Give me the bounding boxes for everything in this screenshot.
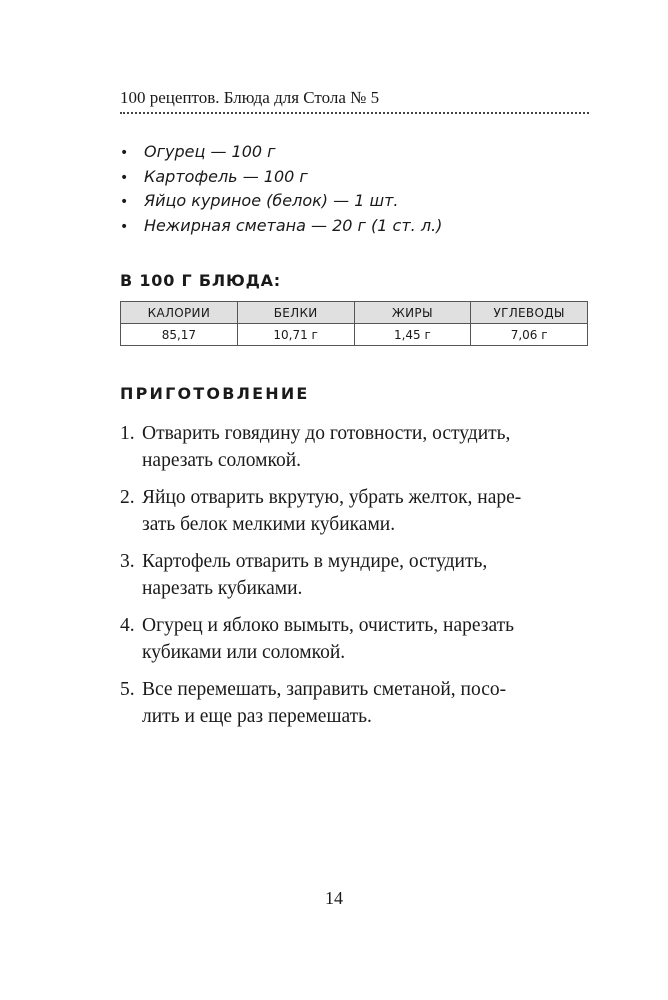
header-dotted-rule xyxy=(120,112,589,114)
running-header: 100 рецептов. Блюда для Стола № 5 xyxy=(120,88,380,107)
bullet-icon: • xyxy=(120,169,129,186)
step-line xyxy=(120,511,590,538)
step-line xyxy=(120,676,590,703)
bullet-icon: • xyxy=(120,218,129,235)
step-line xyxy=(120,484,590,511)
step-line xyxy=(120,612,590,639)
step-item xyxy=(120,676,590,730)
bullet-icon: • xyxy=(120,145,129,161)
step-line xyxy=(120,703,590,730)
nutrition-value-row xyxy=(121,324,588,346)
step-text: Огурец и яблоко вымыть, очистить, нарезать xyxy=(142,615,515,636)
step-line xyxy=(120,639,590,666)
step-text: кубиками или соломкой. xyxy=(142,642,346,663)
value-fat: 1,45 г xyxy=(354,324,471,346)
step-text: Картофель отварить в мундире, остудить, xyxy=(142,551,488,572)
preparation-title: ПРИГОТОВЛЕНИЕ xyxy=(120,384,310,403)
step-item xyxy=(120,548,590,602)
step-number: 2. xyxy=(120,487,135,508)
ingredient-item xyxy=(120,214,442,239)
step-text: Все перемешать, заправить сметаной, посо- xyxy=(142,679,507,700)
step-line xyxy=(120,575,590,602)
step-text: нарезать кубиками. xyxy=(142,578,303,599)
preparation-steps xyxy=(120,420,590,740)
nutrition-table xyxy=(120,301,588,346)
step-text: нарезать соломкой. xyxy=(142,450,302,471)
header-carbs: УГЛЕВОДЫ xyxy=(471,302,588,324)
step-number: 5. xyxy=(120,679,135,700)
ingredient-list xyxy=(120,140,442,238)
value-protein: 10,71 г xyxy=(237,324,354,346)
ingredient-text: Огурец — 100 г xyxy=(144,142,276,161)
nutrition-header-row xyxy=(121,302,588,324)
step-line xyxy=(120,548,590,575)
step-number: 4. xyxy=(120,615,135,636)
step-item xyxy=(120,420,590,474)
header-fat: ЖИРЫ xyxy=(354,302,471,324)
step-text: Яйцо отварить вкрутую, убрать желток, наре- xyxy=(142,487,522,508)
ingredient-text: Нежирная сметана — 20 г (1 ст. л.) xyxy=(144,215,443,235)
page-number: 14 xyxy=(325,888,343,908)
step-text: Отварить говядину до готовности, остудить, xyxy=(142,423,511,444)
ingredient-item xyxy=(120,140,442,165)
value-calories: 85,17 xyxy=(121,324,238,346)
header-protein: БЕЛКИ xyxy=(237,302,354,324)
ingredient-text: Яйцо куриное (белок) — 1 шт. xyxy=(144,191,399,210)
value-carbs: 7,06 г xyxy=(471,324,588,346)
ingredient-text: Картофель — 100 г xyxy=(144,166,308,186)
step-line xyxy=(120,420,590,447)
step-text: зать белок мелкими кубиками. xyxy=(142,514,396,535)
step-item xyxy=(120,484,590,538)
nutrition-title: В 100 Г БЛЮДА: xyxy=(120,271,281,290)
step-line xyxy=(120,447,590,474)
header-calories: КАЛОРИИ xyxy=(121,302,238,324)
step-number: 3. xyxy=(120,551,135,572)
ingredient-item xyxy=(120,189,442,214)
step-number: 1. xyxy=(120,423,135,444)
bullet-icon: • xyxy=(120,194,129,210)
step-item xyxy=(120,612,590,666)
ingredient-item xyxy=(120,165,442,190)
step-text: лить и еще раз перемешать. xyxy=(142,706,372,727)
